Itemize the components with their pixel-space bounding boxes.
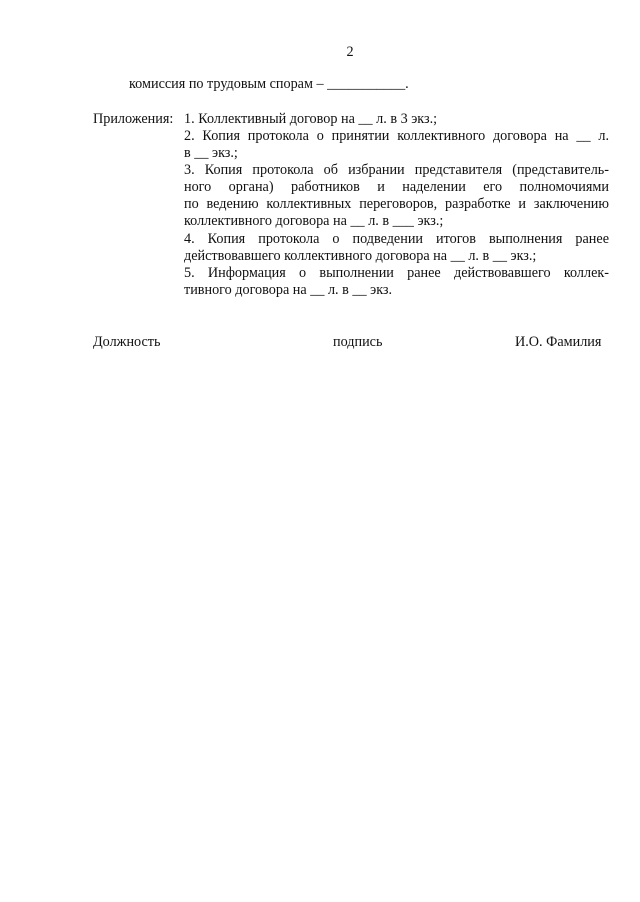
attachment-item-5-line-1: 5. Информация о выполнении ранее действовавшего коллек-	[184, 265, 609, 281]
attachment-item-2-line-1: 2. Копия протокола о принятии коллективного договора на __ л.	[184, 128, 609, 144]
attachment-item-5-line-2: тивного договора на __ л. в __ экз.	[184, 282, 393, 298]
attachment-item-3-line-4: коллективного договора на __ л. в ___ экз.;	[184, 213, 444, 229]
attachment-item-3-line-1: 3. Копия протокола об избрании представителя (представитель-	[184, 162, 609, 178]
attachment-item-1: 1. Коллективный договор на __ л. в 3 экз.;	[184, 111, 438, 127]
page-number: 2	[346, 44, 354, 60]
attachment-item-3-line-2: ного органа) работников и наделении его полномочиями	[184, 179, 609, 195]
signature-name-label: И.О. Фамилия	[515, 334, 602, 350]
attachment-item-4-line-1: 4. Копия протокола о подведении итогов выполнения ранее	[184, 231, 609, 247]
attachments-label: Приложения:	[93, 111, 174, 127]
signature-sign-label: подпись	[333, 334, 383, 350]
signature-position-label: Должность	[93, 334, 161, 350]
attachment-item-4-line-2: действовавшего коллективного договора на __ л. в __ экз.;	[184, 248, 537, 264]
attachment-item-2-line-2: в __ экз.;	[184, 145, 238, 161]
attachment-item-3-line-3: по ведению коллективных переговоров, разработке и заключению	[184, 196, 609, 212]
commission-line: комиссия по трудовым спорам – ___________.	[129, 76, 409, 92]
